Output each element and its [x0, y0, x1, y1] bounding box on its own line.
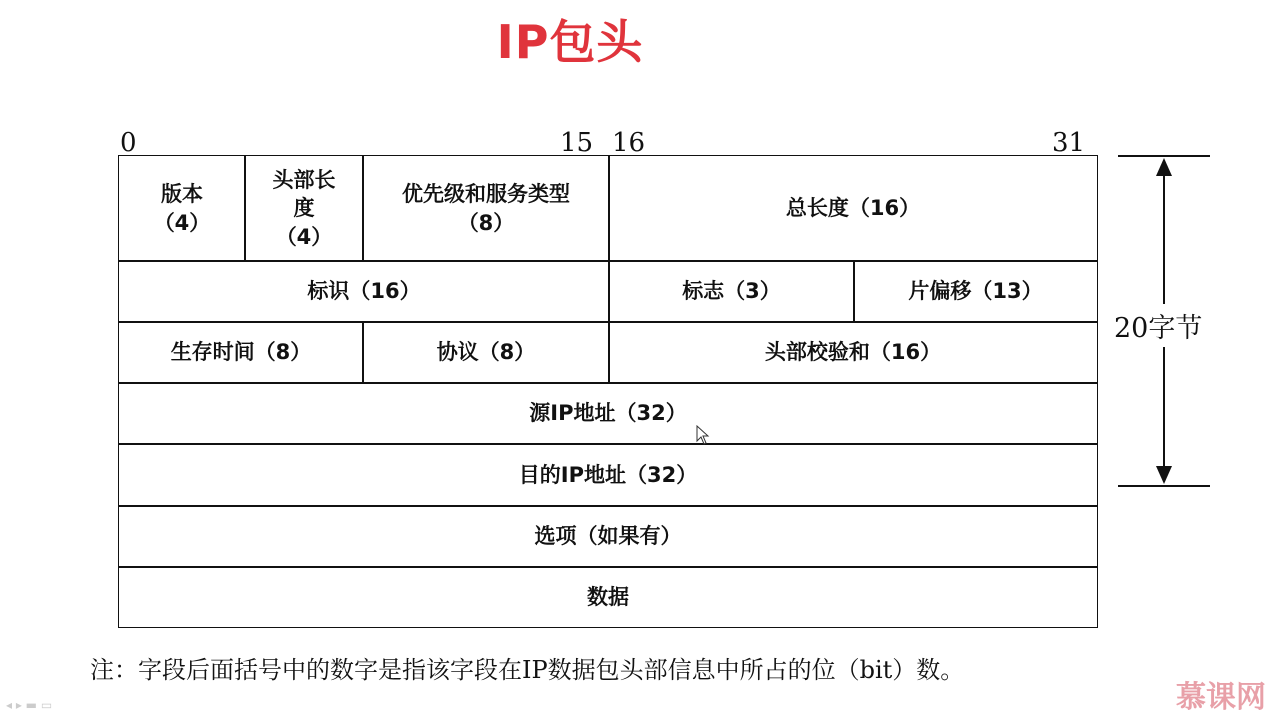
field-total-length: 总长度（16） — [608, 155, 1098, 262]
field-version: 版本 （4） — [118, 155, 246, 262]
bit-label-15: 15 — [560, 128, 594, 158]
field-dst-ip: 目的IP地址（32） — [118, 443, 1098, 507]
field-options: 选项（如果有） — [118, 505, 1098, 568]
bit-label-31: 31 — [1052, 128, 1086, 158]
field-data: 数据 — [118, 566, 1098, 628]
bit-label-0: 0 — [120, 128, 137, 158]
mouse-cursor-icon — [696, 425, 710, 445]
field-src-ip: 源IP地址（32） — [118, 382, 1098, 445]
field-identification: 标识（16） — [118, 260, 610, 323]
field-flags: 标志（3） — [608, 260, 855, 323]
field-header-length: 头部长 度 （4） — [244, 155, 364, 262]
watermark-logo: 慕课网 — [1176, 680, 1266, 715]
field-tos: 优先级和服务类型 （8） — [362, 155, 610, 262]
bracket-label: 20字节 — [1114, 304, 1202, 347]
field-protocol: 协议（8） — [362, 321, 610, 384]
player-controls-icon: ◂ ▸ ▬ ▭ — [6, 698, 53, 712]
field-checksum: 头部校验和（16） — [608, 321, 1098, 384]
page-title: IP包头 — [496, 15, 644, 69]
bit-label-16: 16 — [612, 128, 646, 158]
field-fragment-offset: 片偏移（13） — [853, 260, 1098, 323]
footnote: 注：字段后面括号中的数字是指该字段在IP数据包头部信息中所占的位（bit）数。 — [90, 656, 965, 684]
field-ttl: 生存时间（8） — [118, 321, 364, 384]
